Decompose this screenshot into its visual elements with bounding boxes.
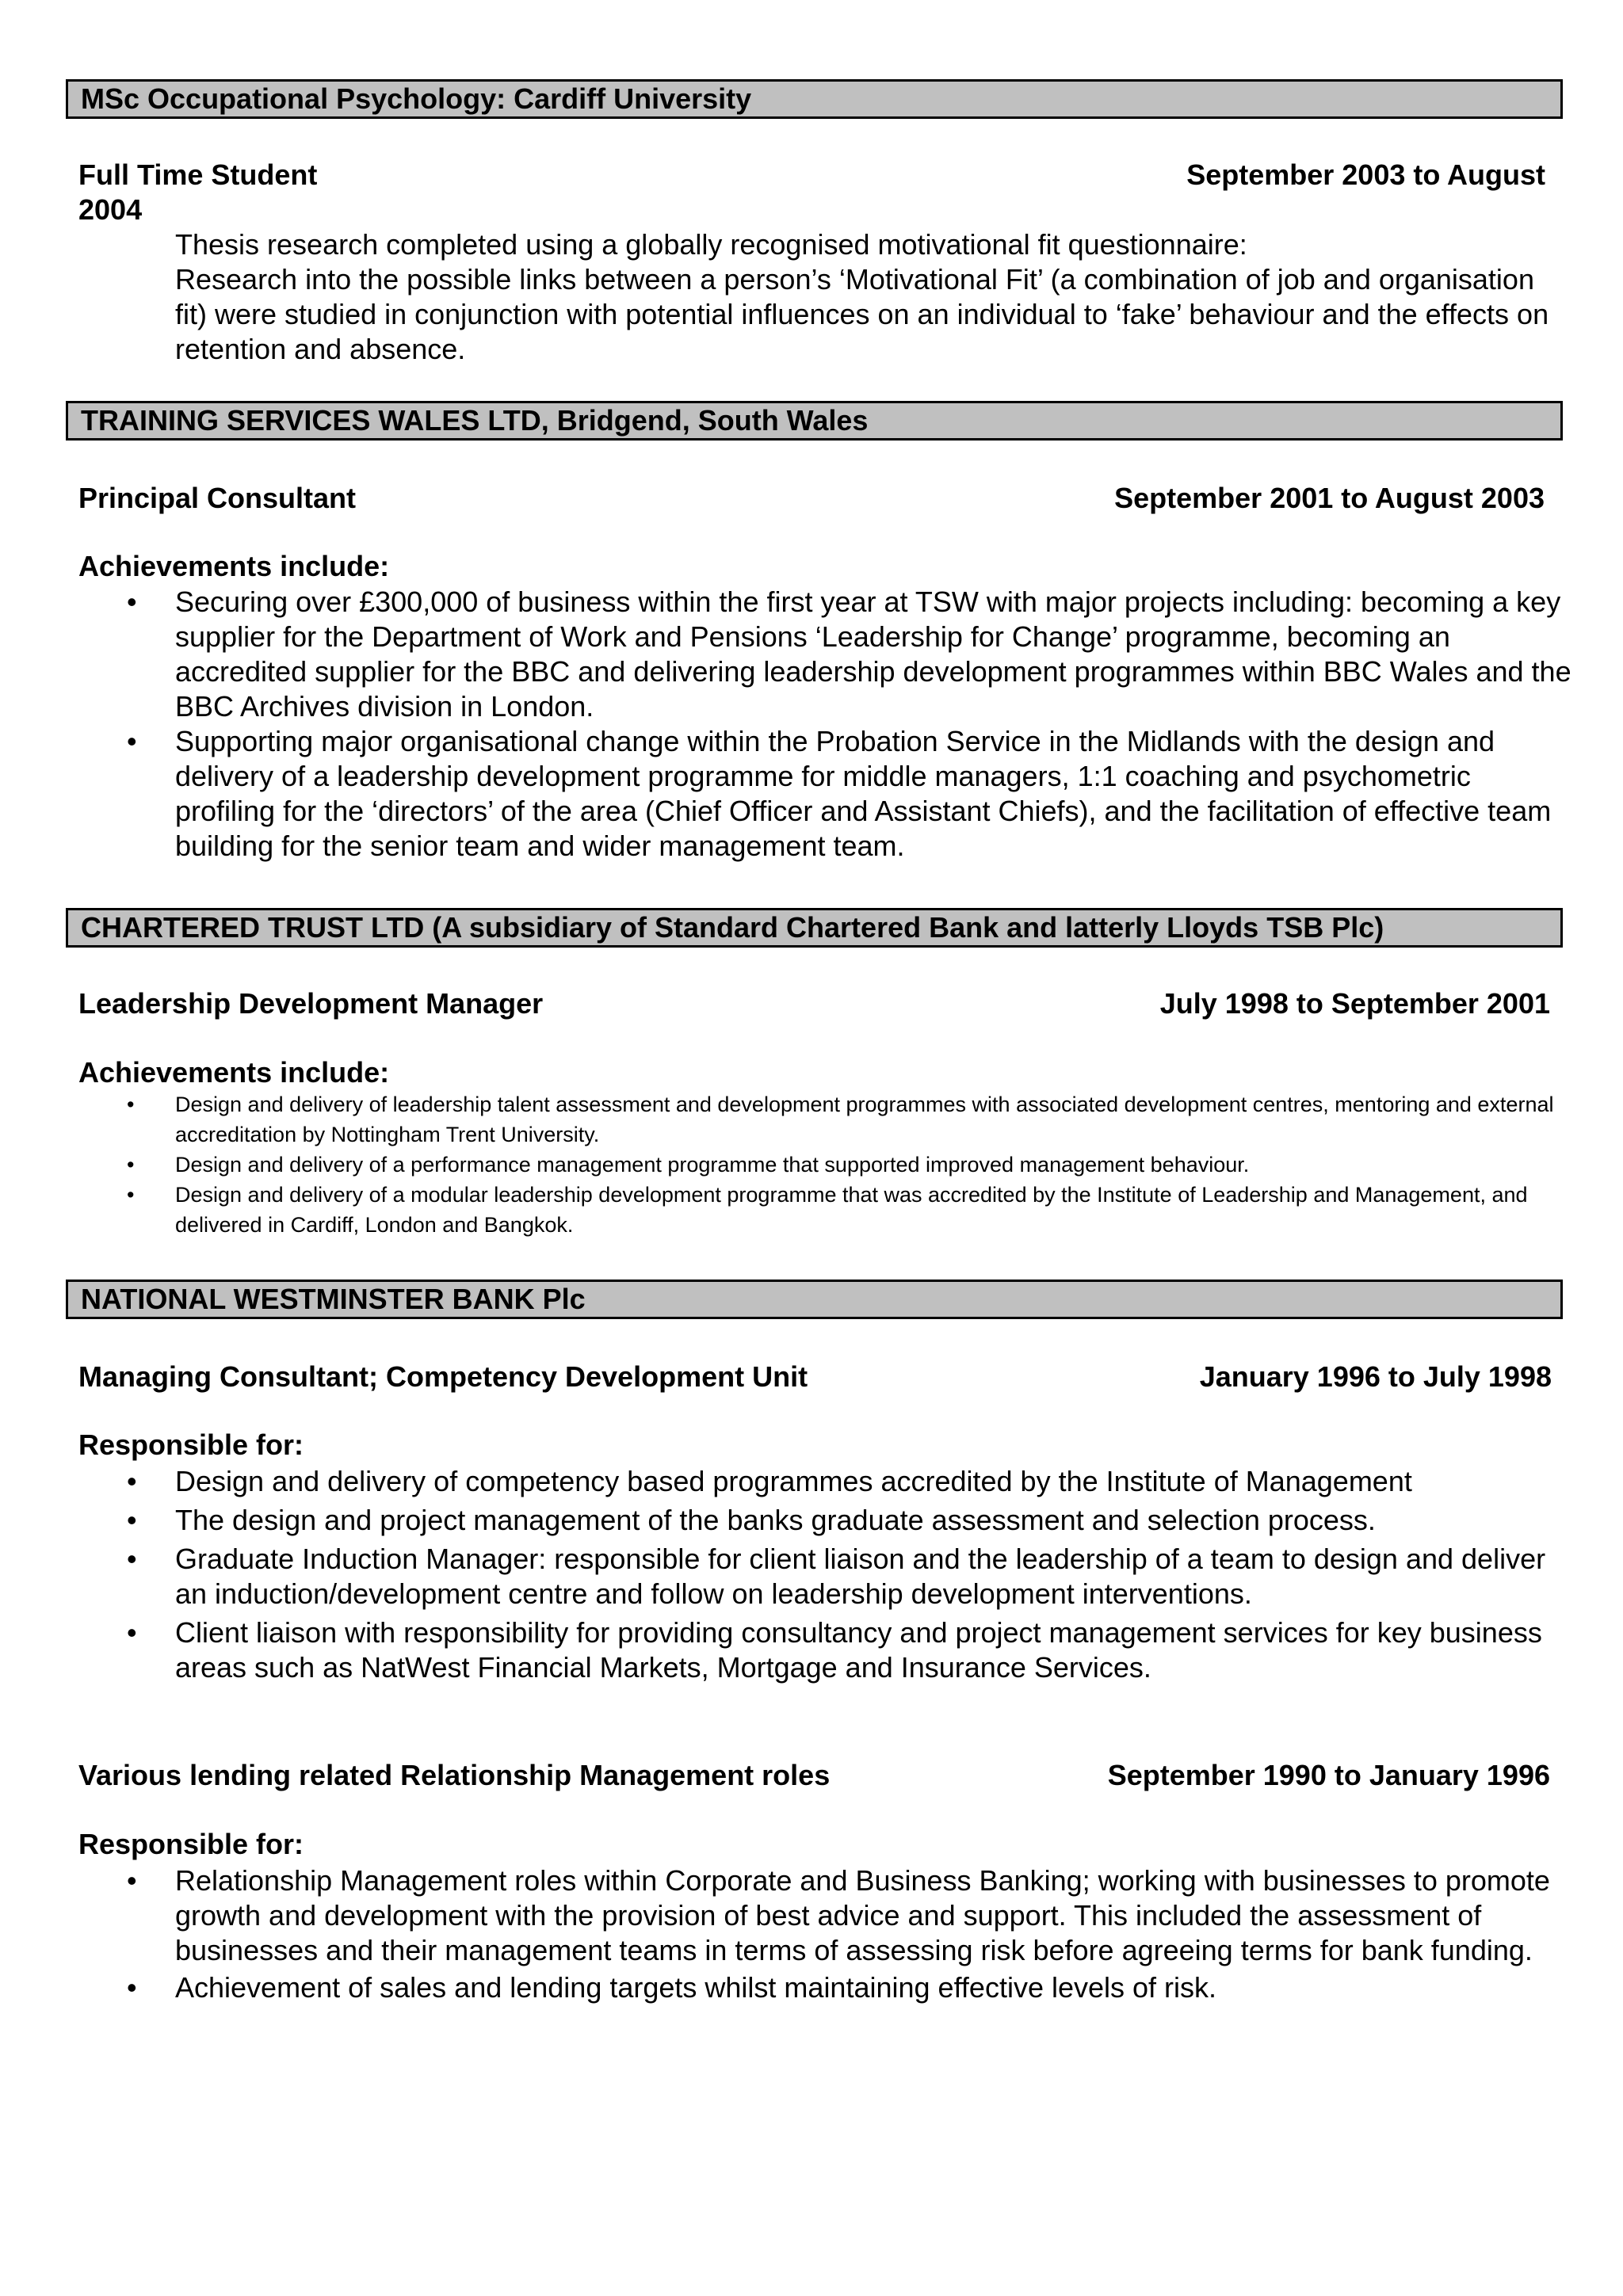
natwest-responsibilities2-label: Responsible for: [78, 1828, 304, 1860]
bullet-icon: • [127, 585, 137, 618]
natwest-dates2: September 1990 to January 1996 [1107, 1759, 1550, 1791]
bullet-icon: • [127, 1971, 137, 2004]
thesis-intro: Thesis research completed using a globally recognised motivational fit questionnaire: [175, 228, 1247, 261]
education-dates: September 2003 to August [1186, 158, 1545, 191]
education-role: Full Time Student [78, 158, 318, 191]
natwest-responsibilities1-label: Responsible for: [78, 1428, 304, 1461]
bullet-icon: • [127, 1864, 137, 1897]
bullet-icon: • [127, 1183, 135, 1207]
natwest-dates1: January 1996 to July 1998 [1199, 1360, 1552, 1393]
bullet-icon: • [127, 1504, 137, 1536]
chartered-role: Leadership Development Manager [78, 987, 544, 1020]
list-item: • Design and delivery of a performance management programme that supported improved management behaviour. [0, 1150, 1623, 1180]
list-item: • Relationship Management roles within Corporate and Business Banking; working with businesses to promote growth and development with the provision of best advice and support. This included the assessment of businesses and their management teams in terms of assessing risk before agreeing terms for bank funding. [127, 1864, 1550, 1966]
tsw-role: Principal Consultant [78, 482, 357, 514]
education-dates-year: 2004 [78, 193, 143, 226]
bullet-icon: • [127, 1465, 137, 1497]
natwest-responsibilities1-list [0, 1464, 1623, 1685]
bullet-icon: • [127, 1616, 137, 1649]
list-item: • Design and delivery of a modular leadership development programme that was accredited by the Institute of Leadership and Management, and delivered in Cardiff, London and Bangkok. [0, 1180, 1623, 1240]
natwest-role2: Various lending related Relationship Management roles [78, 1759, 831, 1791]
natwest-role1: Managing Consultant; Competency Development Unit [78, 1360, 808, 1393]
list-item: • Design and delivery of leadership talent assessment and development programmes with associated development centres, mentoring and external accreditation by Nottingham Trent University. [0, 1089, 1623, 1150]
bullet-icon: • [127, 1153, 135, 1177]
chartered-achievements-label: Achievements include: [78, 1056, 390, 1089]
list-item: • Securing over £300,000 of business within the first year at TSW with major projects including: becoming a key supplier for the Department of Work and Pensions ‘Leadership for Change’ programme, becoming an accredited supplier for the BBC and delivering leadership development programmes within BBC Wales and the BBC Archives division in London. [127, 585, 1571, 723]
bullet-icon: • [127, 725, 137, 757]
chartered-dates: July 1998 to September 2001 [1159, 987, 1550, 1020]
section-header-chartered: CHARTERED TRUST LTD (A subsidiary of Standard Chartered Bank and latterly Lloyds TSB Plc) [66, 908, 1563, 948]
tsw-achievements-list [0, 585, 1623, 864]
thesis-description: Research into the possible links between a person’s ‘Motivational Fit’ (a combination of job and organisation fit) were studied in conjunction with potential influences on an individual to ‘fake’ behaviour and the effects on retention and absence. [175, 263, 1549, 365]
tsw-achievements-label: Achievements include: [78, 550, 390, 582]
section-header-natwest: NATIONAL WESTMINSTER BANK Plc [66, 1280, 1563, 1319]
list-item: • Graduate Induction Manager: responsible for client liaison and the leadership of a team to design and deliver an induction/development centre and follow on leadership development interventions. [127, 1543, 1546, 1610]
bullet-icon: • [127, 1093, 135, 1116]
list-item: • The design and project management of the banks graduate assessment and selection process. [127, 1504, 1376, 1536]
natwest-responsibilities2-list [0, 1863, 1623, 2005]
section-header-tsw: TRAINING SERVICES WALES LTD, Bridgend, South Wales [66, 401, 1563, 441]
list-item: • Design and delivery of competency based programmes accredited by the Institute of Management [127, 1465, 1412, 1497]
list-item: • Client liaison with responsibility for providing consultancy and project management services for key business areas such as NatWest Financial Markets, Mortgage and Insurance Services. [127, 1616, 1542, 1684]
bullet-icon: • [127, 1543, 137, 1575]
tsw-dates: September 2001 to August 2003 [1114, 482, 1545, 514]
section-header-education: MSc Occupational Psychology: Cardiff University [66, 79, 1563, 119]
list-item: • Achievement of sales and lending targets whilst maintaining effective levels of risk. [127, 1971, 1217, 2004]
education-thesis [175, 227, 1570, 367]
list-item: • Supporting major organisational change within the Probation Service in the Midlands with the design and delivery of a leadership development programme for middle managers, 1:1 coaching and psychometric profiling for the ‘directors’ of the area (Chief Officer and Assistant Chiefs), and the facilitation of effective team building for the senior team and wider management team. [127, 725, 1552, 862]
chartered-achievements-list [0, 1089, 1623, 1240]
